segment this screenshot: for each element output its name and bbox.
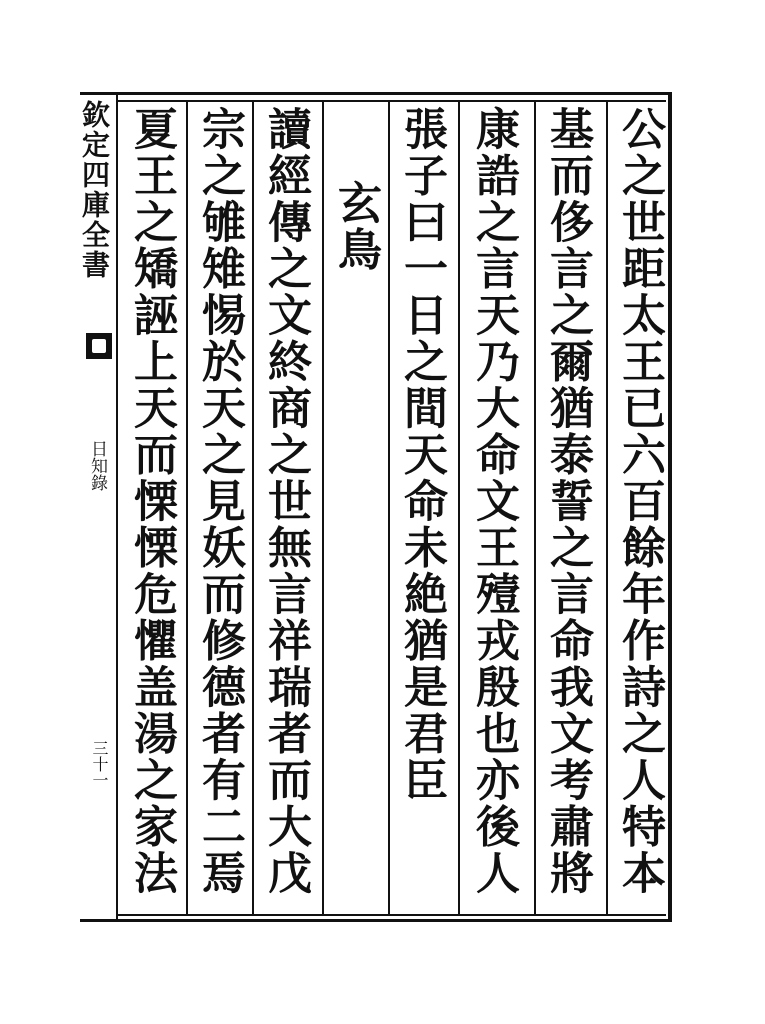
column-divider (534, 102, 536, 914)
section-heading: 玄鳥 (330, 180, 381, 273)
text-column-3: 康誥之言天乃大命文王殪戎殷也亦後人 (468, 106, 519, 897)
column-divider (458, 102, 460, 914)
column-divider (388, 102, 390, 914)
column-divider (186, 102, 188, 914)
text-column-2: 基而侈言之爾猶泰誓之言命我文考肅將 (542, 106, 593, 897)
column-divider (322, 102, 324, 914)
book-title: 日知錄 (87, 440, 107, 491)
page-number: 三十一 (90, 740, 109, 788)
column-divider (252, 102, 254, 914)
text-column-4: 張子曰一日之間天命未絶猶是君臣 (396, 106, 447, 804)
column-divider (606, 102, 608, 914)
text-column-1: 公之世距太王已六百餘年作詩之人特本 (614, 106, 665, 897)
fish-tail-mark-icon (86, 333, 112, 359)
text-column-6: 讀經傳之文終商之世無言祥瑞者而大戊 (260, 106, 311, 897)
text-column-8: 夏王之矯誣上天而慄慄危懼盖湯之家法 (126, 106, 177, 897)
text-column-7: 宗之雊雉惕於天之見妖而修德者有二焉 (194, 106, 245, 897)
collection-title: 欽定四庫全書 (78, 100, 111, 280)
inner-top-rule (118, 100, 666, 102)
inner-bottom-rule (118, 914, 666, 916)
